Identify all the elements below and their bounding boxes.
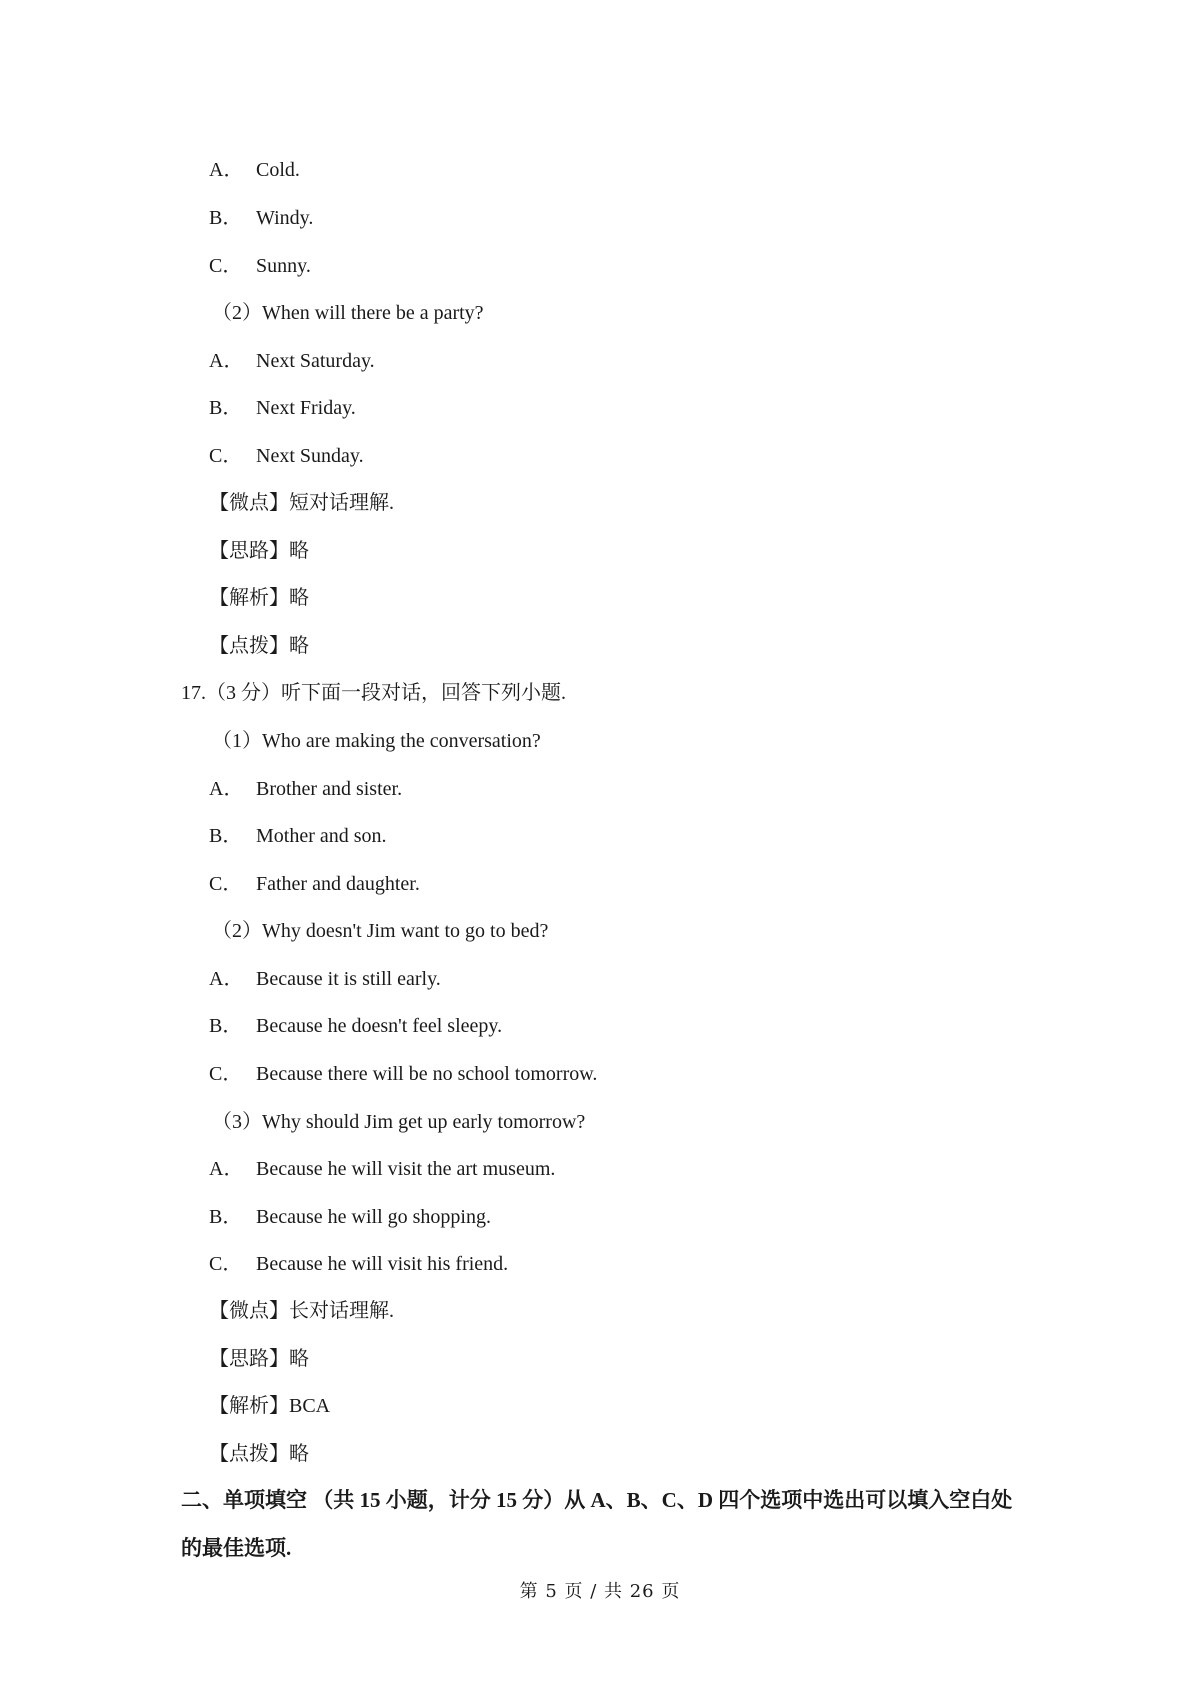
option-letter: C． [209, 873, 243, 895]
option-letter: B． [209, 1206, 243, 1228]
section-2-heading-line2: 的最佳选项. [181, 1536, 292, 1560]
option-c [209, 871, 420, 897]
option-a [209, 157, 300, 183]
tag-weidian: 【微点】长对话理解. [209, 1300, 394, 1322]
tag-jiexi: 【解析】BCA [209, 1395, 331, 1417]
option-text: Next Friday. [256, 397, 356, 419]
option-b [209, 1013, 502, 1039]
option-letter: A． [209, 159, 244, 181]
option-text: Father and daughter. [256, 873, 420, 895]
option-text: Brother and sister. [256, 778, 403, 800]
option-c [209, 1061, 597, 1087]
option-text: Because he doesn't feel sleepy. [256, 1015, 503, 1037]
option-text: Because he will go shopping. [256, 1206, 491, 1228]
option-letter: A． [209, 350, 244, 372]
option-letter: C． [209, 1063, 243, 1085]
option-text: Sunny. [256, 255, 311, 277]
question-17-heading: 17.（3 分）听下面一段对话，回答下列小题. [181, 682, 566, 704]
option-letter: A． [209, 968, 244, 990]
option-text: Next Sunday. [256, 445, 364, 467]
option-c [209, 253, 311, 279]
option-text: Windy. [256, 207, 314, 229]
option-letter: A． [209, 1158, 244, 1180]
option-a [209, 348, 375, 374]
sub-question-2: （2）When will there be a party? [212, 302, 484, 324]
option-b [209, 823, 387, 849]
sub-question-1: （1）Who are making the conversation? [212, 730, 541, 752]
option-letter: C． [209, 445, 243, 467]
tag-weidian: 【微点】短对话理解. [209, 492, 394, 514]
tag-dianbo: 【点拨】略 [209, 1443, 309, 1465]
section-2-heading-line1: 二、单项填空 （共 15 小题，计分 15 分）从 A、B、C、D 四个选项中选出可以填入空白处 [181, 1488, 1013, 1512]
option-letter: B． [209, 207, 243, 229]
option-b [209, 395, 356, 421]
option-text: Because he will visit the art museum. [256, 1158, 556, 1180]
tag-silu: 【思路】略 [209, 540, 309, 562]
option-c [209, 1251, 508, 1277]
option-letter: A． [209, 778, 244, 800]
option-a [209, 776, 402, 802]
page-number-footer: 第 5 页 / 共 26 页 [519, 1581, 681, 1602]
sub-question-3: （3）Why should Jim get up early tomorrow? [212, 1111, 586, 1133]
option-letter: C． [209, 1253, 243, 1275]
tag-silu: 【思路】略 [209, 1348, 309, 1370]
option-a [209, 1156, 555, 1182]
option-text: Because it is still early. [256, 968, 441, 990]
option-letter: B． [209, 825, 243, 847]
option-letter: B． [209, 1015, 243, 1037]
option-b [209, 1204, 491, 1230]
tag-dianbo: 【点拨】略 [209, 635, 309, 657]
option-text: Cold. [256, 159, 300, 181]
option-text: Because he will visit his friend. [256, 1253, 509, 1275]
tag-jiexi: 【解析】略 [209, 587, 309, 609]
option-text: Mother and son. [256, 825, 387, 847]
option-c [209, 443, 364, 469]
option-text: Because there will be no school tomorrow. [256, 1063, 598, 1085]
option-letter: B． [209, 397, 243, 419]
option-text: Next Saturday. [256, 350, 375, 372]
option-b [209, 205, 313, 231]
option-a [209, 966, 441, 992]
option-letter: C． [209, 255, 243, 277]
sub-question-2: （2）Why doesn't Jim want to go to bed? [212, 920, 549, 942]
